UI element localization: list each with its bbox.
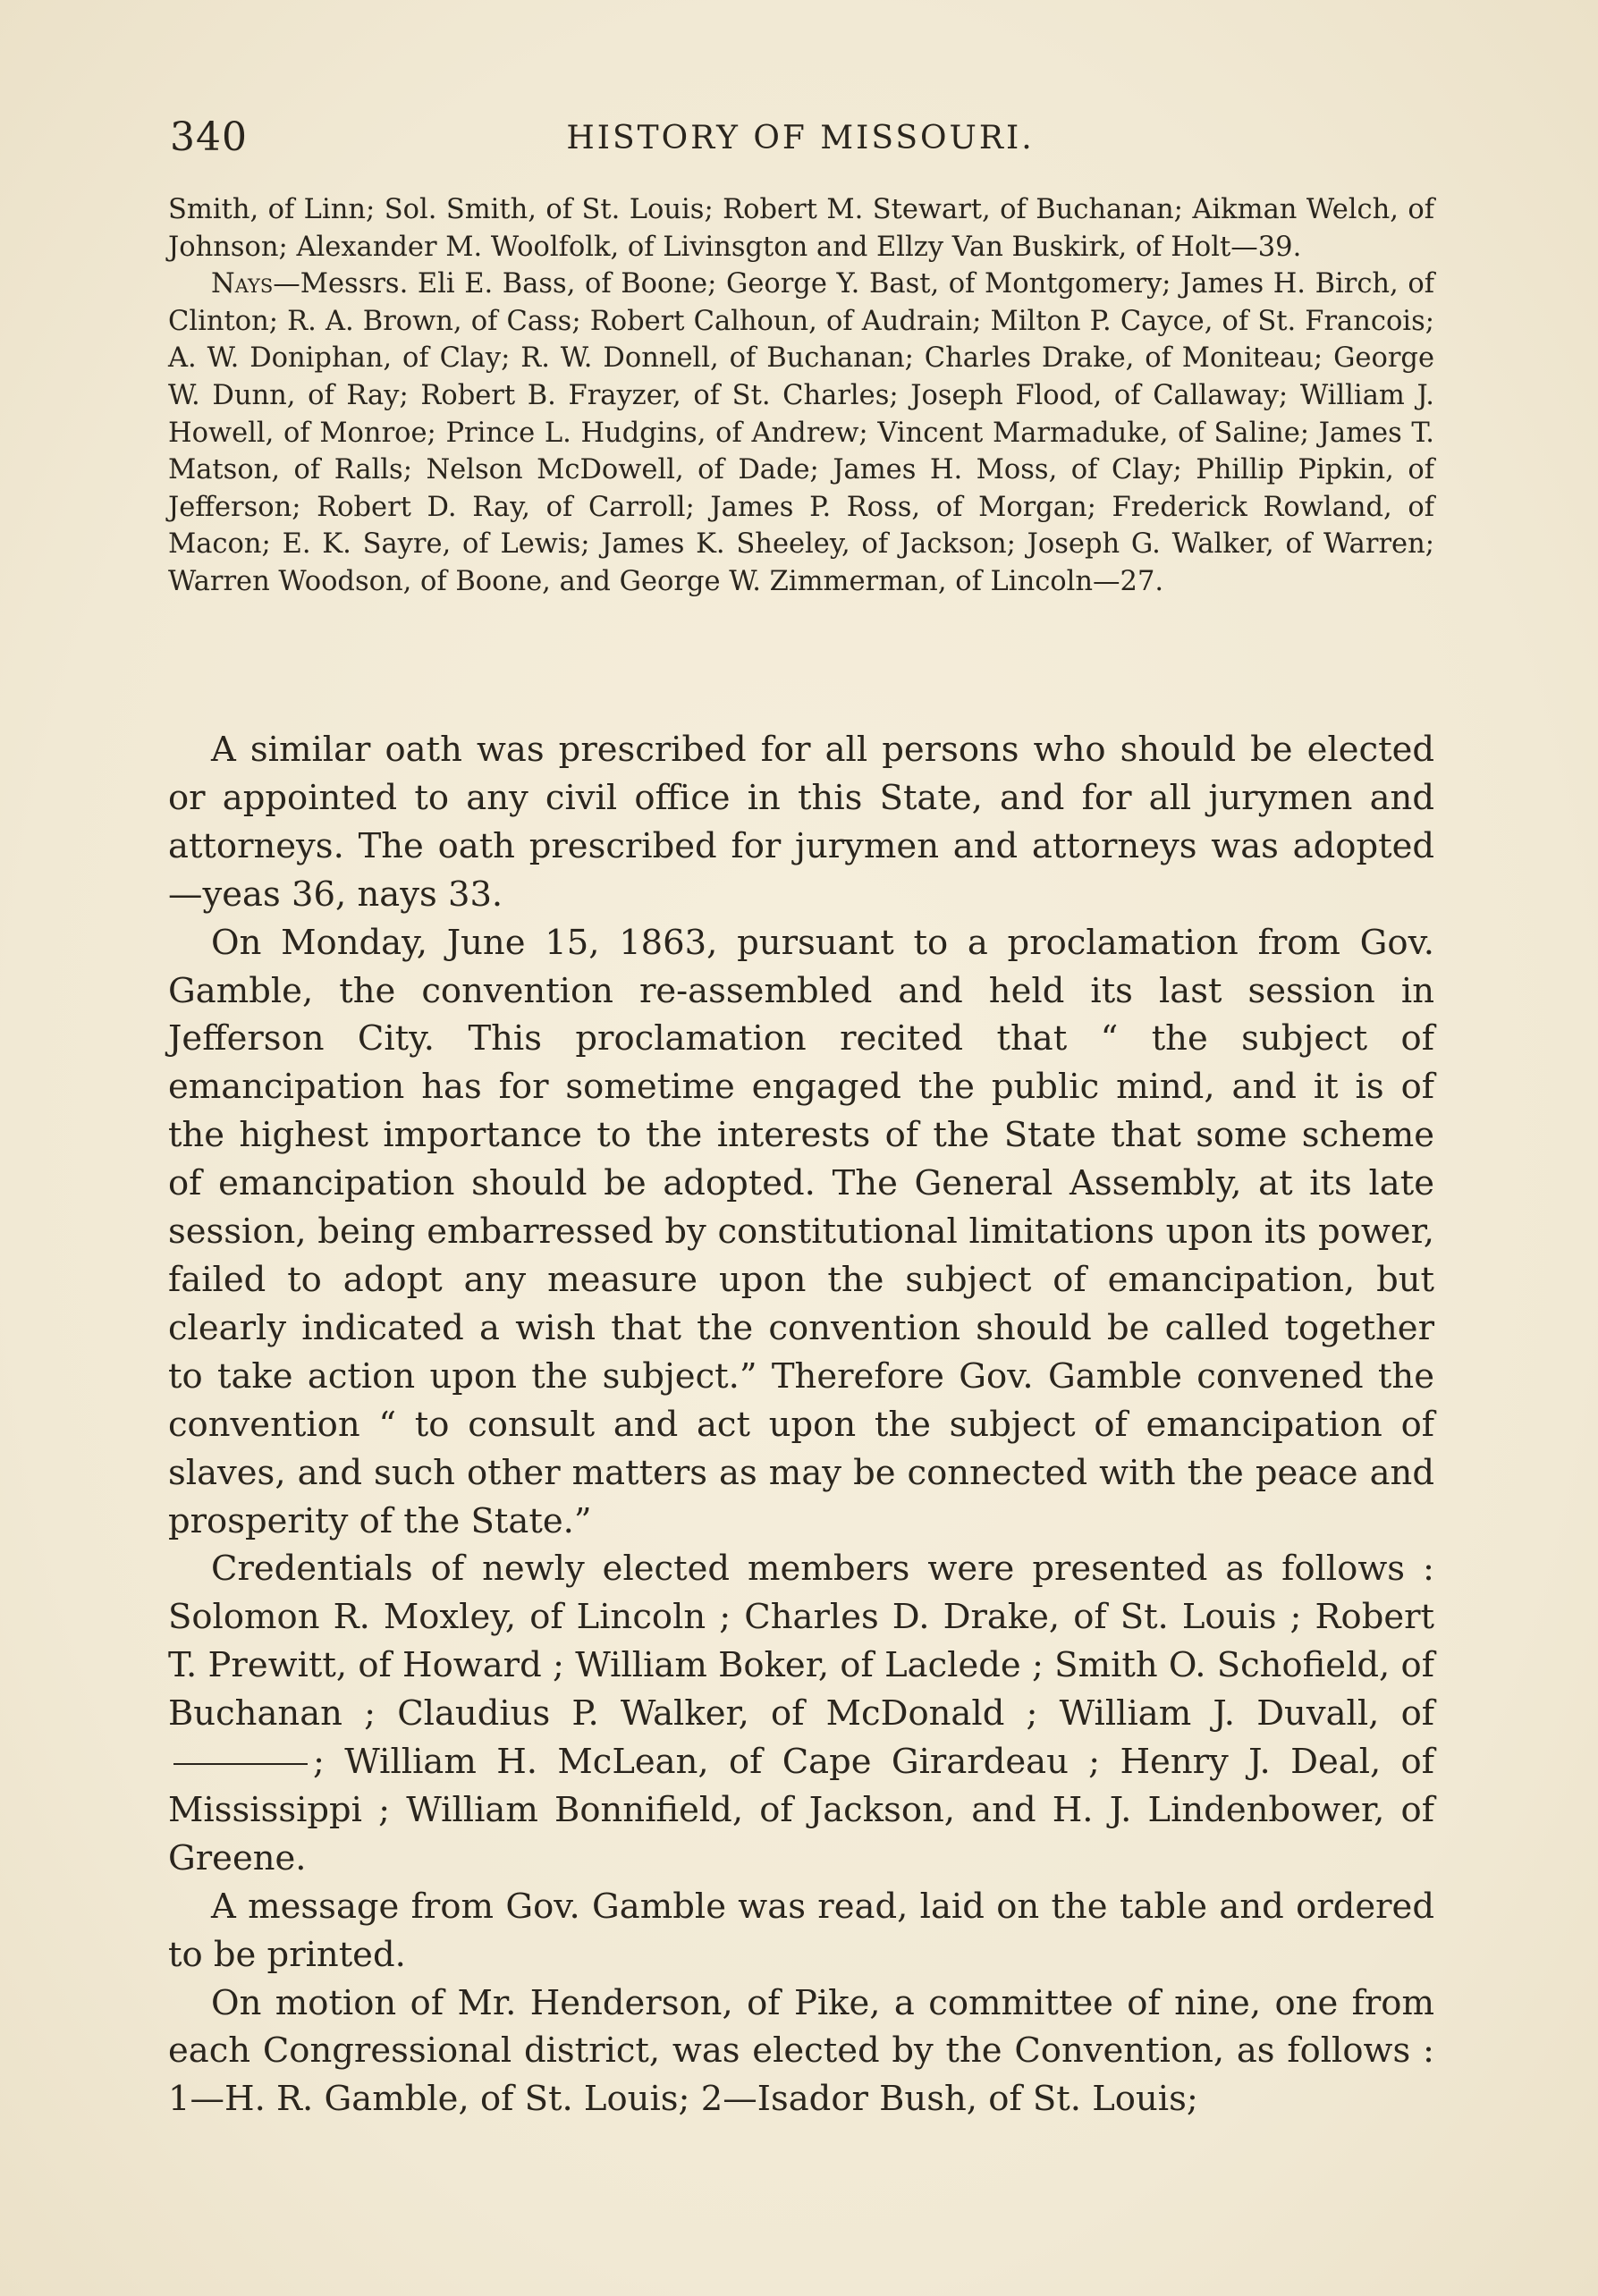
main-text (168, 726, 1434, 2123)
nays-text: —Messrs. Eli E. Bass, of Boone; George Y. Bast, of Montgomery; James H. Birch, of Clinton; R. A. Brown, of Cass; Robert Calhoun, of Audrain; Milton P. Cayce, of St. Francois; A. W. Doniphan, of Clay; R. W. Donnell, of Buchanan; Charles Drake, of Moniteau; George W. Dunn, of Ray; Robert B. Frayzer, of St. Charles; Joseph Flood, of Callaway; William J. Howell, of Monroe; Prince L. Hudgins, of Andrew; Vincent Marmaduke, of Saline; James T. Matson, of Ralls; Nelson McDowell, of Dade; James H. Moss, of Clay; Phillip Pipkin, of Jefferson; Robert D. Ray, of Carroll; James P. Ross, of Morgan; Frederick Rowland, of Macon; E. K. Sayre, of Lewis; James K. Sheeley, of Jackson; Joseph G. Walker, of Warren; Warren Woodson, of Boone, and George W. Zimmerman, of Lincoln—27. (168, 268, 1434, 597)
nays-label: Nays (211, 268, 274, 300)
credentials-part-2: ; William H. McLean, of Cape Girardeau ; Henry J. Deal, of Mississippi ; William Bonnifield, of Jackson, and H. J. Lindenbower, of Greene. (168, 1742, 1434, 1878)
page-number: 340 (170, 114, 248, 160)
blank-county-line (173, 1763, 308, 1765)
yeas-continued: Smith, of Linn; Sol. Smith, of St. Louis; Robert M. Stewart, of Buchanan; Aikman Welch, of Johnson; Alexander M. Woolfolk, of Livinsgton and Ellzy Van Buskirk, of Holt—39. (168, 194, 1434, 263)
paragraph-oath: A similar oath was prescribed for all persons who should be elected or appointed to any civil office in this State, and for all jurymen and attorneys. The oath prescribed for jurymen and attorneys was adopted —yeas 36, nays 33. (168, 730, 1434, 915)
paragraph-message: A message from Gov. Gamble was read, laid on the table and ordered to be printed. (168, 1886, 1434, 1975)
credentials-part-1: Credentials of newly elected members were presented as follows : Solomon R. Moxley, of Lincoln ; Charles D. Drake, of St. Louis ; Robert T. Prewitt, of Howard ; William Boker, of Laclede ; Smith O. Schofield, of Buchanan ; Claudius P. Walker, of McDonald ; William J. Duvall, of (168, 1549, 1434, 1735)
page-header (170, 114, 1431, 177)
paragraph-proclamation: On Monday, June 15, 1863, pursuant to a proclamation from Gov. Gamble, the convention re-assembled and held its last session in Jefferson City. This proclamation recited that “ the subject of emancipation has for sometime engaged the public mind, and it is of the highest importance to the interests of the State that some scheme of emancipation should be adopted. The General Assembly, at its late session, being embarressed by constitutional limitations upon its power, failed to adopt any measure upon the subject of emancipation, but clearly indicated a wish that the convention should be called together to take action upon the subject.” Therefore Gov. Gamble convened the convention “ to consult and act upon the subject of emancipation of slaves, and such other matters as may be connected with the peace and prosperity of the State.” (168, 922, 1434, 1541)
nays-paragraph (168, 266, 1434, 600)
paragraph-committee: On motion of Mr. Henderson, of Pike, a committee of nine, one from each Congressional district, was elected by the Convention, as follows : 1—H. R. Gamble, of St. Louis; 2—Isador Bush, of St. Louis; (168, 1982, 1434, 2120)
vote-list (168, 191, 1434, 601)
paragraph-credentials (168, 1545, 1434, 1882)
running-head: HISTORY OF MISSOURI. (566, 120, 1035, 156)
